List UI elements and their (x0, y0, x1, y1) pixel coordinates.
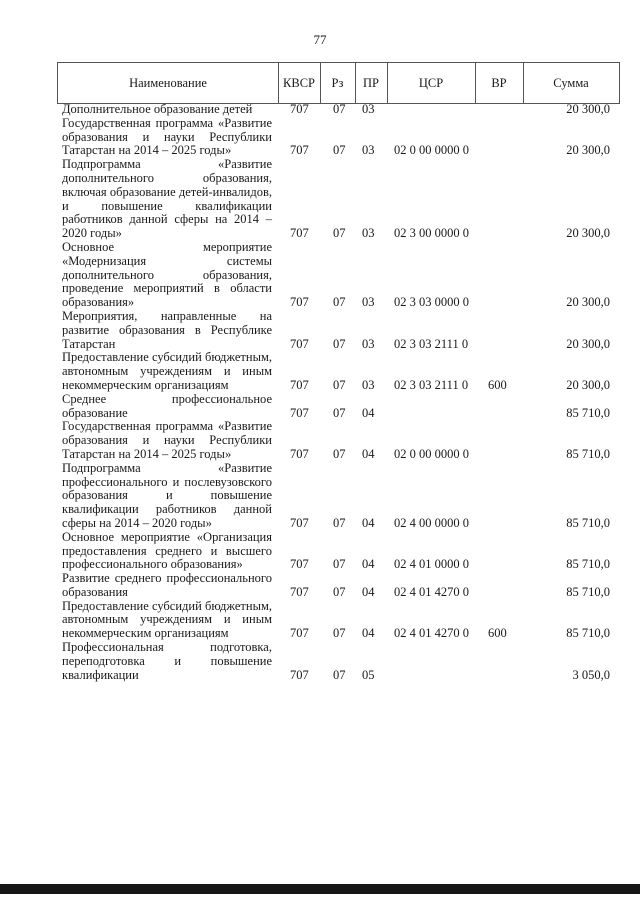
table-header (57, 62, 620, 104)
cell-rz: 07 (333, 336, 346, 351)
table-row (0, 572, 640, 600)
table-row (0, 393, 640, 421)
cell-sum: 85 710,0 (566, 626, 610, 641)
cell-pr: 03 (362, 336, 375, 351)
cell-kvsr: 707 (290, 143, 309, 158)
cell-rz: 07 (333, 515, 346, 530)
header-kvsr: КВСР (283, 76, 315, 90)
table-row (0, 641, 640, 682)
cell-rz: 07 (333, 584, 346, 599)
cell-rz: 07 (333, 143, 346, 158)
cell-kvsr: 707 (290, 102, 309, 116)
table-body (0, 103, 640, 682)
row-name: Среднее профессиональное образование (62, 391, 272, 420)
cell-csr: 02 4 01 4270 0 (394, 626, 469, 641)
cell-sum: 85 710,0 (566, 515, 610, 530)
cell-kvsr: 707 (290, 377, 309, 392)
row-name: Подпрограмма «Развитие дополнительного образования, включая образование детей-инвалидов, и повышение квалификации работников данной сферы на 2014 – 2020 годы» (62, 157, 272, 241)
cell-rz: 07 (333, 102, 346, 116)
cell-kvsr: 707 (290, 336, 309, 351)
cell-csr: 02 3 00 0000 0 (394, 226, 469, 241)
cell-pr: 03 (362, 143, 375, 158)
cell-pr: 04 (362, 515, 375, 530)
cell-pr: 03 (362, 377, 375, 392)
cell-sum: 20 300,0 (566, 295, 610, 310)
cell-csr: 02 4 00 0000 0 (394, 515, 469, 530)
cell-pr: 05 (362, 667, 375, 682)
cell-sum: 3 050,0 (572, 667, 610, 682)
cell-rz: 07 (333, 557, 346, 572)
cell-pr: 03 (362, 102, 375, 116)
table-row (0, 103, 640, 117)
header-pr: ПР (363, 76, 379, 90)
cell-csr: 02 3 03 2111 0 (394, 377, 469, 392)
row-name: Основное мероприятие «Организация предоставления среднего и высшего профессионального образования» (62, 529, 272, 572)
cell-pr: 04 (362, 584, 375, 599)
cell-sum: 85 710,0 (566, 405, 610, 420)
header-csr: ЦСР (418, 76, 444, 90)
header-name: Наименование (129, 76, 207, 90)
cell-csr: 02 3 03 0000 0 (394, 295, 469, 310)
row-name: Государственная программа «Развитие образования и науки Республики Татарстан на 2014 – 2025 годы» (62, 115, 272, 158)
cell-rz: 07 (333, 667, 346, 682)
table-row (0, 462, 640, 531)
scan-border (0, 884, 640, 894)
row-name: Мероприятия, направленные на развитие образования в Республике Татарстан (62, 308, 272, 351)
cell-sum: 20 300,0 (566, 226, 610, 241)
cell-rz: 07 (333, 295, 346, 310)
header-sum: Сумма (553, 76, 589, 90)
table-row (0, 241, 640, 310)
cell-sum: 85 710,0 (566, 584, 610, 599)
table-row (0, 158, 640, 241)
row-name: Предоставление субсидий бюджетным, автономным учреждениям и иным некоммерческим организациям (62, 598, 272, 641)
header-rz: Рз (331, 76, 344, 90)
cell-kvsr: 707 (290, 557, 309, 572)
row-name: Государственная программа «Развитие образования и науки Республики Татарстан на 2014 – 2025 годы» (62, 419, 272, 461)
cell-kvsr: 707 (290, 584, 309, 599)
cell-rz: 07 (333, 377, 346, 392)
table-row (0, 351, 640, 392)
cell-pr: 04 (362, 557, 375, 572)
cell-sum: 85 710,0 (566, 446, 610, 461)
cell-pr: 03 (362, 295, 375, 310)
cell-pr: 04 (362, 446, 375, 461)
row-name: Развитие среднего профессионального образования (62, 571, 272, 599)
cell-sum: 20 300,0 (566, 102, 610, 116)
cell-vr: 600 (488, 626, 507, 641)
table-row (0, 600, 640, 641)
cell-pr: 03 (362, 226, 375, 241)
row-name: Предоставление субсидий бюджетным, автономным учреждениям и иным некоммерческим организациям (62, 350, 272, 392)
cell-rz: 07 (333, 446, 346, 461)
cell-sum: 20 300,0 (566, 143, 610, 158)
table-row (0, 531, 640, 572)
cell-pr: 04 (362, 405, 375, 420)
row-name: Профессиональная подготовка, переподготовка и повышение квалификации (62, 640, 272, 682)
table-row (0, 117, 640, 158)
cell-csr: 02 0 00 0000 0 (394, 143, 469, 158)
row-name: Дополнительное образование детей (62, 102, 253, 116)
table-row (0, 420, 640, 461)
cell-rz: 07 (333, 226, 346, 241)
cell-kvsr: 707 (290, 295, 309, 310)
cell-csr: 02 3 03 2111 0 (394, 336, 469, 351)
cell-csr: 02 4 01 4270 0 (394, 584, 469, 599)
cell-csr: 02 4 01 0000 0 (394, 557, 469, 572)
cell-kvsr: 707 (290, 405, 309, 420)
cell-kvsr: 707 (290, 626, 309, 641)
cell-pr: 04 (362, 626, 375, 641)
cell-sum: 20 300,0 (566, 336, 610, 351)
cell-sum: 85 710,0 (566, 557, 610, 572)
cell-rz: 07 (333, 405, 346, 420)
cell-kvsr: 707 (290, 446, 309, 461)
cell-vr: 600 (488, 377, 507, 392)
cell-kvsr: 707 (290, 515, 309, 530)
table-row (0, 310, 640, 351)
header-vr: ВР (491, 76, 507, 90)
cell-kvsr: 707 (290, 226, 309, 241)
cell-sum: 20 300,0 (566, 377, 610, 392)
cell-csr: 02 0 00 0000 0 (394, 446, 469, 461)
cell-kvsr: 707 (290, 667, 309, 682)
cell-rz: 07 (333, 626, 346, 641)
row-name: Подпрограмма «Развитие профессионального и послевузовского образования и повышение квалификации работников данной сферы на 2014 – 2020 годы» (62, 460, 272, 530)
page-number: 77 (313, 32, 327, 47)
row-name: Основное мероприятие «Модернизация системы дополнительного образования, проведение мероприятий в области образования» (62, 239, 272, 310)
